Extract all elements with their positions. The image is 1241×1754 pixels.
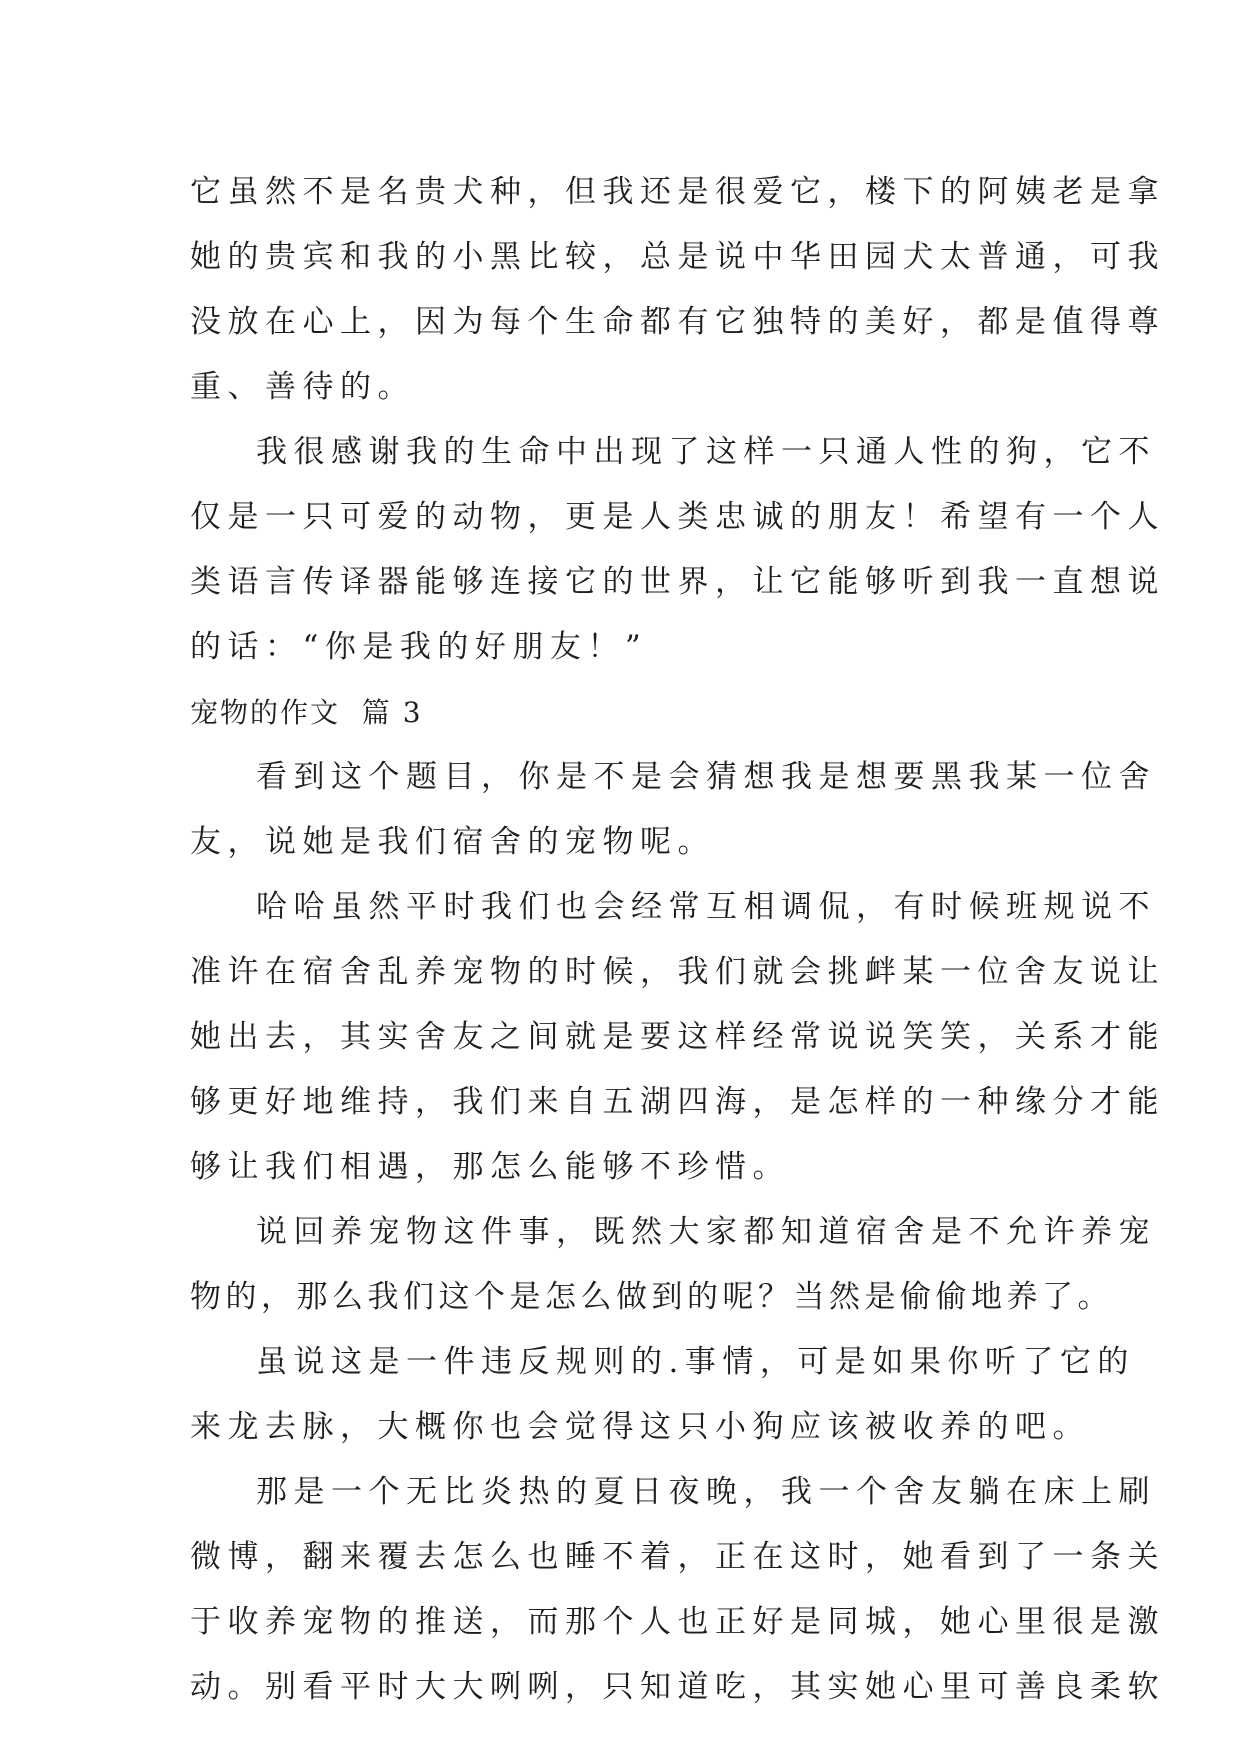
text-line: 类语言传译器能够连接它的世界，让它能够听到我一直想说 (190, 564, 1165, 600)
text-line: 动。别看平时大大咧咧，只知道吃，其实她心里可善良柔软 (190, 1669, 1165, 1705)
paragraph (190, 420, 1165, 680)
text-line: 她出去，其实舍友之间就是要这样经常说说笑笑，关系才能 (190, 1019, 1165, 1055)
text-line: 她的贵宾和我的小黑比较，总是说中华田园犬太普通，可我 (190, 239, 1165, 275)
text-line: 准许在宿舍乱养宠物的时候，我们就会挑衅某一位舍友说让 (190, 954, 1165, 990)
text-line: 的话：“你是我的好朋友！” (190, 629, 648, 665)
paragraph (190, 875, 1165, 1200)
paragraph (190, 745, 1156, 875)
section-heading: 宠物的作文 篇 3 (190, 696, 423, 729)
text-line: 物的，那么我们这个是怎么做到的呢？当然是偷偷地养了。 (190, 1279, 1113, 1315)
paragraph (190, 1330, 1135, 1460)
paragraph (190, 1200, 1156, 1330)
text-line: 哈哈虽然平时我们也会经常互相调侃，有时候班规说不 (256, 889, 1156, 925)
text-line: 我很感谢我的生命中出现了这样一只通人性的狗，它不 (256, 434, 1156, 470)
paragraph (190, 1460, 1165, 1720)
text-line: 来龙去脉，大概你也会觉得这只小狗应该被收养的吧。 (190, 1409, 1090, 1445)
text-line: 它虽然不是名贵犬种，但我还是很爱它，楼下的阿姨老是拿 (190, 174, 1165, 210)
text-line: 微博，翻来覆去怎么也睡不着，正在这时，她看到了一条关 (190, 1539, 1165, 1575)
text-line: 没放在心上，因为每个生命都有它独特的美好，都是值得尊 (190, 304, 1165, 340)
text-line: 虽说这是一件违反规则的.事情，可是如果你听了它的 (256, 1344, 1135, 1380)
text-line: 重、善待的。 (190, 369, 415, 405)
text-line: 够让我们相遇，那怎么能够不珍惜。 (190, 1149, 790, 1185)
text-line: 于收养宠物的推送，而那个人也正好是同城，她心里很是激 (190, 1604, 1165, 1640)
text-line: 看到这个题目，你是不是会猜想我是想要黑我某一位舍 (256, 759, 1156, 795)
document-body (190, 160, 1165, 1720)
text-line: 够更好地维持，我们来自五湖四海，是怎样的一种缘分才能 (190, 1084, 1165, 1120)
paragraph-continued (190, 160, 1165, 420)
text-line: 友，说她是我们宿舍的宠物呢。 (190, 824, 715, 860)
text-line: 说回养宠物这件事，既然大家都知道宿舍是不允许养宠 (256, 1214, 1156, 1250)
text-line: 那是一个无比炎热的夏日夜晚，我一个舍友躺在床上刷 (256, 1474, 1156, 1510)
text-line: 仅是一只可爱的动物，更是人类忠诚的朋友！希望有一个人 (190, 499, 1165, 535)
